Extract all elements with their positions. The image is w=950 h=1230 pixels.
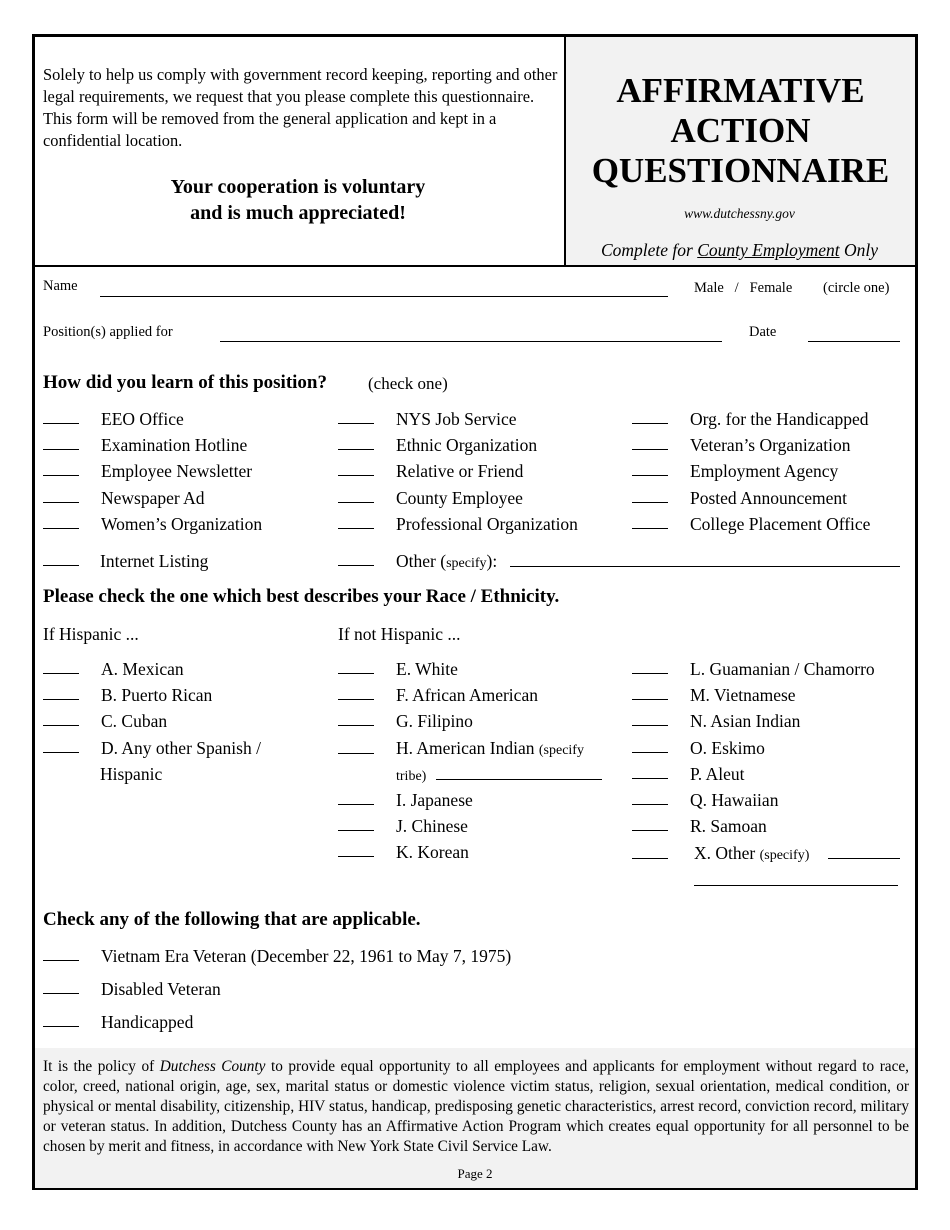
check-blank[interactable] xyxy=(338,475,374,476)
check-blank[interactable] xyxy=(43,699,79,700)
race-option: M. Vietnamese xyxy=(690,685,796,706)
check-blank[interactable] xyxy=(632,778,668,779)
check-blank[interactable] xyxy=(632,804,668,805)
race-option: Q. Hawaiian xyxy=(690,790,779,810)
name-label: Name xyxy=(43,278,78,294)
hispanic-label: If Hispanic ... xyxy=(43,624,139,644)
check-blank[interactable] xyxy=(338,673,374,674)
learn-option: Veteran’s Organization xyxy=(690,435,851,456)
page-number: Page 2 xyxy=(457,1166,493,1181)
applicable-option: Vietnam Era Veteran (December 22, 1961 to May 7, 1975) xyxy=(101,946,512,966)
title-panel xyxy=(564,37,915,266)
learn-option: Org. for the Handicapped xyxy=(690,409,869,429)
learn-option-other: Other (specify): xyxy=(396,551,498,571)
check-blank[interactable] xyxy=(43,502,79,503)
learn-option: College Placement Office xyxy=(690,513,871,534)
learn-hint: (check one) xyxy=(368,374,448,393)
race-option: C. Cuban xyxy=(101,711,168,732)
policy-text: It is the policy of Dutchess County to provide equal opportunity to all employees and applicants for employment without regard to race, color, creed, national origin, age, sex, marital status or domestic violence victim status, religion, sexual orientation, medical condition, or physical or mental disability, citizenship, HIV status, handicap, predisposing genetic characteristics, arrest record, conviction record, military or veteran status. In addition, Dutchess County has an Affirmative Action Program which creates equal opportunity for all personnel to be chosen by merit and fitness, in accordance with New York State Civil Service Law. xyxy=(43,1058,909,1155)
position-label: Position(s) applied for xyxy=(43,324,173,340)
race-option: N. Asian Indian xyxy=(690,711,801,732)
check-blank[interactable] xyxy=(338,528,374,529)
race-option: P. Aleut xyxy=(690,763,745,784)
learn-option: NYS Job Service xyxy=(396,409,517,429)
intro-text: Solely to help us comply with government record keeping, reporting and other legal requirements, we request that you please complete this questionnaire. This form will be removed from the general application and kept in a confidential location. xyxy=(43,65,558,150)
race-option-h: H. American Indian (specify xyxy=(396,738,584,758)
race-option: J. Chinese xyxy=(396,816,468,837)
race-option: I. Japanese xyxy=(396,790,473,810)
learn-option: Internet Listing xyxy=(100,551,209,571)
check-blank[interactable] xyxy=(632,830,668,831)
date-label: Date xyxy=(749,324,777,340)
race-option-cont: Hispanic xyxy=(100,764,163,784)
learn-option: Examination Hotline xyxy=(101,435,248,456)
race-option-x: X. Other (specify) xyxy=(694,843,810,863)
check-blank[interactable] xyxy=(338,565,374,566)
tribe-field[interactable] xyxy=(436,765,602,780)
check-blank[interactable] xyxy=(43,565,79,566)
race-option: E. White xyxy=(396,659,458,679)
race-option: R. Samoan xyxy=(690,816,767,837)
check-blank[interactable] xyxy=(632,475,668,476)
learn-option: Employee Newsletter xyxy=(101,461,253,482)
applicable-heading: Check any of the following that are applicable. xyxy=(43,909,421,930)
check-blank[interactable] xyxy=(338,856,374,857)
learn-option: Relative or Friend xyxy=(396,461,524,482)
not-hispanic-label: If not Hispanic ... xyxy=(338,624,461,644)
race-option: D. Any other Spanish / xyxy=(101,737,261,758)
header-divider xyxy=(35,265,915,267)
check-blank[interactable] xyxy=(43,528,79,529)
check-blank[interactable] xyxy=(338,753,374,754)
check-blank[interactable] xyxy=(338,804,374,805)
learn-option: Women’s Organization xyxy=(101,513,263,534)
website-text: www.dutchessny.gov xyxy=(684,206,795,221)
check-blank[interactable] xyxy=(632,528,668,529)
gender-hint: (circle one) xyxy=(823,280,890,296)
gender-options[interactable]: Male / Female xyxy=(694,280,793,296)
applicable-option: Handicapped xyxy=(101,1012,194,1032)
race-option-h-tribe: tribe) xyxy=(396,769,427,784)
other-specify-field[interactable] xyxy=(510,552,900,567)
learn-option: Posted Announcement xyxy=(690,487,847,508)
learn-option: Employment Agency xyxy=(690,461,839,482)
check-blank[interactable] xyxy=(338,830,374,831)
check-blank[interactable] xyxy=(632,423,668,424)
check-blank[interactable] xyxy=(338,725,374,726)
check-blank[interactable] xyxy=(338,699,374,700)
race-option: L. Guamanian / Chamorro xyxy=(690,659,875,679)
learn-option: EEO Office xyxy=(101,409,184,429)
form-title: AFFIRMATIVE ACTION QUESTIONNAIRE xyxy=(591,71,890,190)
check-blank[interactable] xyxy=(43,993,79,994)
check-blank[interactable] xyxy=(43,423,79,424)
check-blank[interactable] xyxy=(632,858,668,859)
check-blank[interactable] xyxy=(43,725,79,726)
check-blank[interactable] xyxy=(338,502,374,503)
learn-option: Professional Organization xyxy=(396,513,578,534)
check-blank[interactable] xyxy=(632,725,668,726)
check-blank[interactable] xyxy=(43,475,79,476)
race-heading: Please check the one which best describes your Race / Ethnicity. xyxy=(43,586,560,607)
race-option: G. Filipino xyxy=(396,711,473,732)
position-field[interactable] xyxy=(220,327,722,342)
learn-option: County Employee xyxy=(396,487,523,508)
applicable-option: Disabled Veteran xyxy=(101,979,221,999)
learn-heading: How did you learn of this position? xyxy=(43,372,327,393)
policy-footer xyxy=(35,1048,915,1188)
x-other-field-line2[interactable] xyxy=(694,871,898,886)
cooperation-note: Your cooperation is voluntary and is much appreciated! xyxy=(170,176,426,224)
complete-note: Complete for County Employment Only xyxy=(600,240,879,260)
x-other-field[interactable] xyxy=(828,844,900,859)
learn-option: Ethnic Organization xyxy=(396,435,538,456)
name-field[interactable] xyxy=(100,282,668,297)
race-option: A. Mexican xyxy=(101,659,184,679)
race-option: B. Puerto Rican xyxy=(101,685,213,706)
check-blank[interactable] xyxy=(43,752,79,753)
check-blank[interactable] xyxy=(632,699,668,700)
race-option: F. African American xyxy=(396,685,538,706)
check-blank[interactable] xyxy=(338,423,374,424)
date-field[interactable] xyxy=(808,327,900,342)
check-blank[interactable] xyxy=(632,673,668,674)
check-blank[interactable] xyxy=(43,449,79,450)
check-blank[interactable] xyxy=(43,960,79,961)
check-blank[interactable] xyxy=(632,449,668,450)
check-blank[interactable] xyxy=(43,1026,79,1027)
check-blank[interactable] xyxy=(43,673,79,674)
check-blank[interactable] xyxy=(338,449,374,450)
learn-option: Newspaper Ad xyxy=(101,487,205,508)
race-option: O. Eskimo xyxy=(690,737,765,758)
race-option: K. Korean xyxy=(396,842,469,863)
check-blank[interactable] xyxy=(632,502,668,503)
check-blank[interactable] xyxy=(632,752,668,753)
